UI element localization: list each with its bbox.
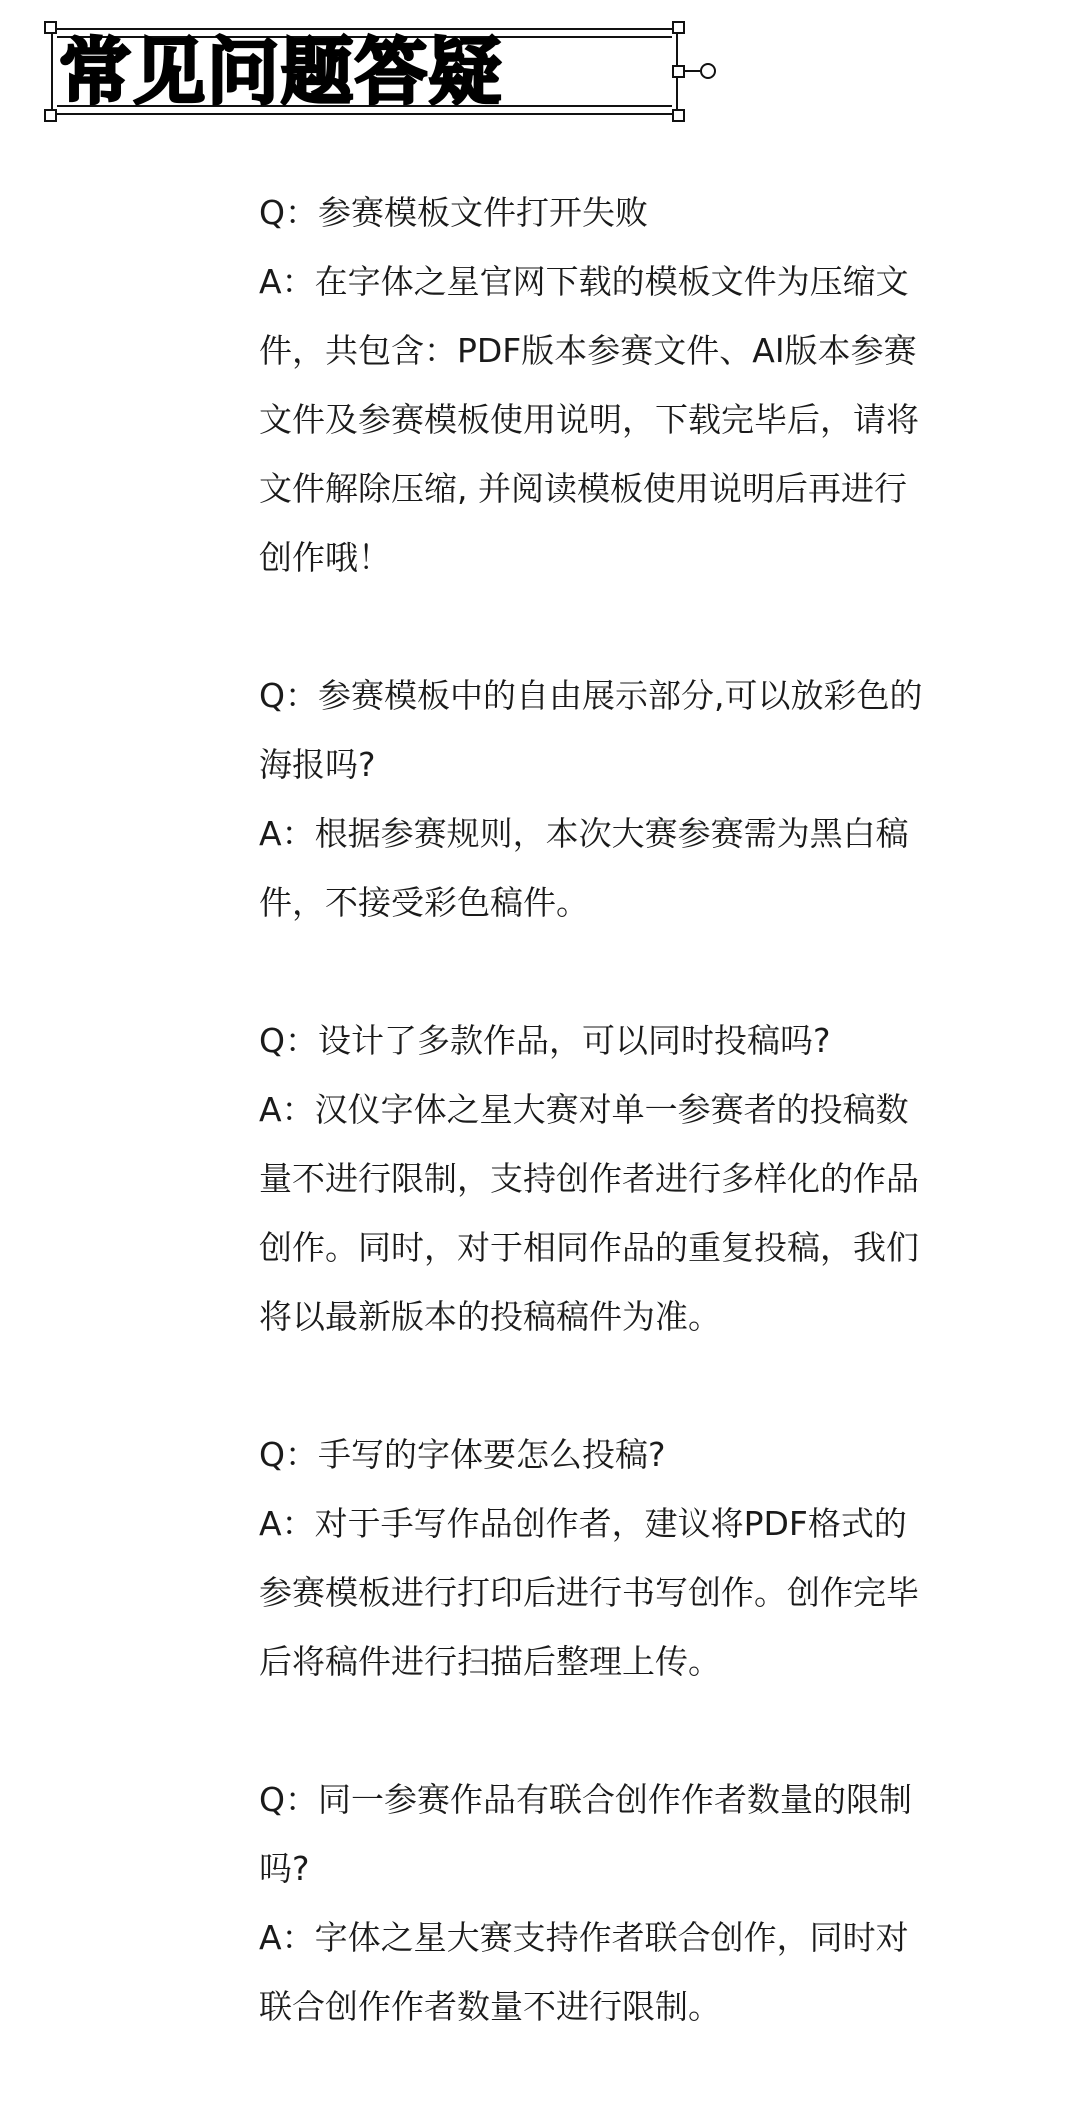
- faq-answer: 量不进行限制，支持创作者进行多样化的作品: [259, 1159, 919, 1198]
- faq-answer: 将以最新版本的投稿稿件为准。: [259, 1297, 721, 1336]
- faq-answer: A：根据参赛规则，本次大赛参赛需为黑白稿: [259, 814, 909, 853]
- spacer: [259, 1696, 999, 1765]
- faq-answer: 文件解除压缩, 并阅读模板使用说明后再进行: [259, 469, 907, 508]
- spacer: [259, 937, 999, 1006]
- faq-answer: 件，不接受彩色稿件。: [259, 883, 589, 922]
- faq-answer: 参赛模板进行打印后进行书写创作。创作完毕: [259, 1573, 919, 1612]
- resize-handle-icon: [44, 21, 57, 34]
- faq-question: Q：同一参赛作品有联合创作作者数量的限制: [259, 1780, 912, 1819]
- page-title: 常见问题答疑: [59, 30, 504, 114]
- faq-item: [259, 178, 999, 592]
- spacer: [259, 1351, 999, 1420]
- rotate-connector: [684, 70, 700, 72]
- faq-question: Q：参赛模板文件打开失败: [259, 193, 648, 232]
- faq-item: [259, 1006, 999, 1351]
- faq-answer: A：汉仪字体之星大赛对单一参赛者的投稿数: [259, 1090, 909, 1129]
- resize-handle-icon: [672, 21, 685, 34]
- faq-answer: 创作哦！: [259, 538, 391, 577]
- faq-answer: 创作。同时，对于相同作品的重复投稿，我们: [259, 1228, 919, 1267]
- faq-list: [259, 178, 999, 2041]
- faq-item: [259, 661, 999, 937]
- faq-answer: 联合创作作者数量不进行限制。: [259, 1987, 721, 2026]
- faq-question: Q：设计了多款作品，可以同时投稿吗?: [259, 1021, 831, 1060]
- faq-answer: 件，共包含：PDF版本参赛文件、AI版本参赛: [259, 331, 917, 370]
- faq-answer: 文件及参赛模板使用说明，下载完毕后，请将: [259, 400, 919, 439]
- spacer: [259, 592, 999, 661]
- faq-item: [259, 1420, 999, 1696]
- faq-answer: A：字体之星大赛支持作者联合创作，同时对: [259, 1918, 909, 1957]
- page-title-frame: [51, 28, 678, 115]
- faq-question: Q：参赛模板中的自由展示部分,可以放彩色的: [259, 676, 923, 715]
- faq-answer: A：在字体之星官网下载的模板文件为压缩文: [259, 262, 909, 301]
- faq-answer: 后将稿件进行扫描后整理上传。: [259, 1642, 721, 1681]
- faq-question: Q：手写的字体要怎么投稿?: [259, 1435, 666, 1474]
- faq-answer: A：对于手写作品创作者，建议将PDF格式的: [259, 1504, 907, 1543]
- resize-handle-icon: [44, 109, 57, 122]
- faq-item: [259, 1765, 999, 2041]
- resize-handle-icon: [672, 109, 685, 122]
- faq-question: 吗?: [259, 1849, 310, 1888]
- rotate-handle-icon: [700, 63, 716, 79]
- faq-question: 海报吗?: [259, 745, 376, 784]
